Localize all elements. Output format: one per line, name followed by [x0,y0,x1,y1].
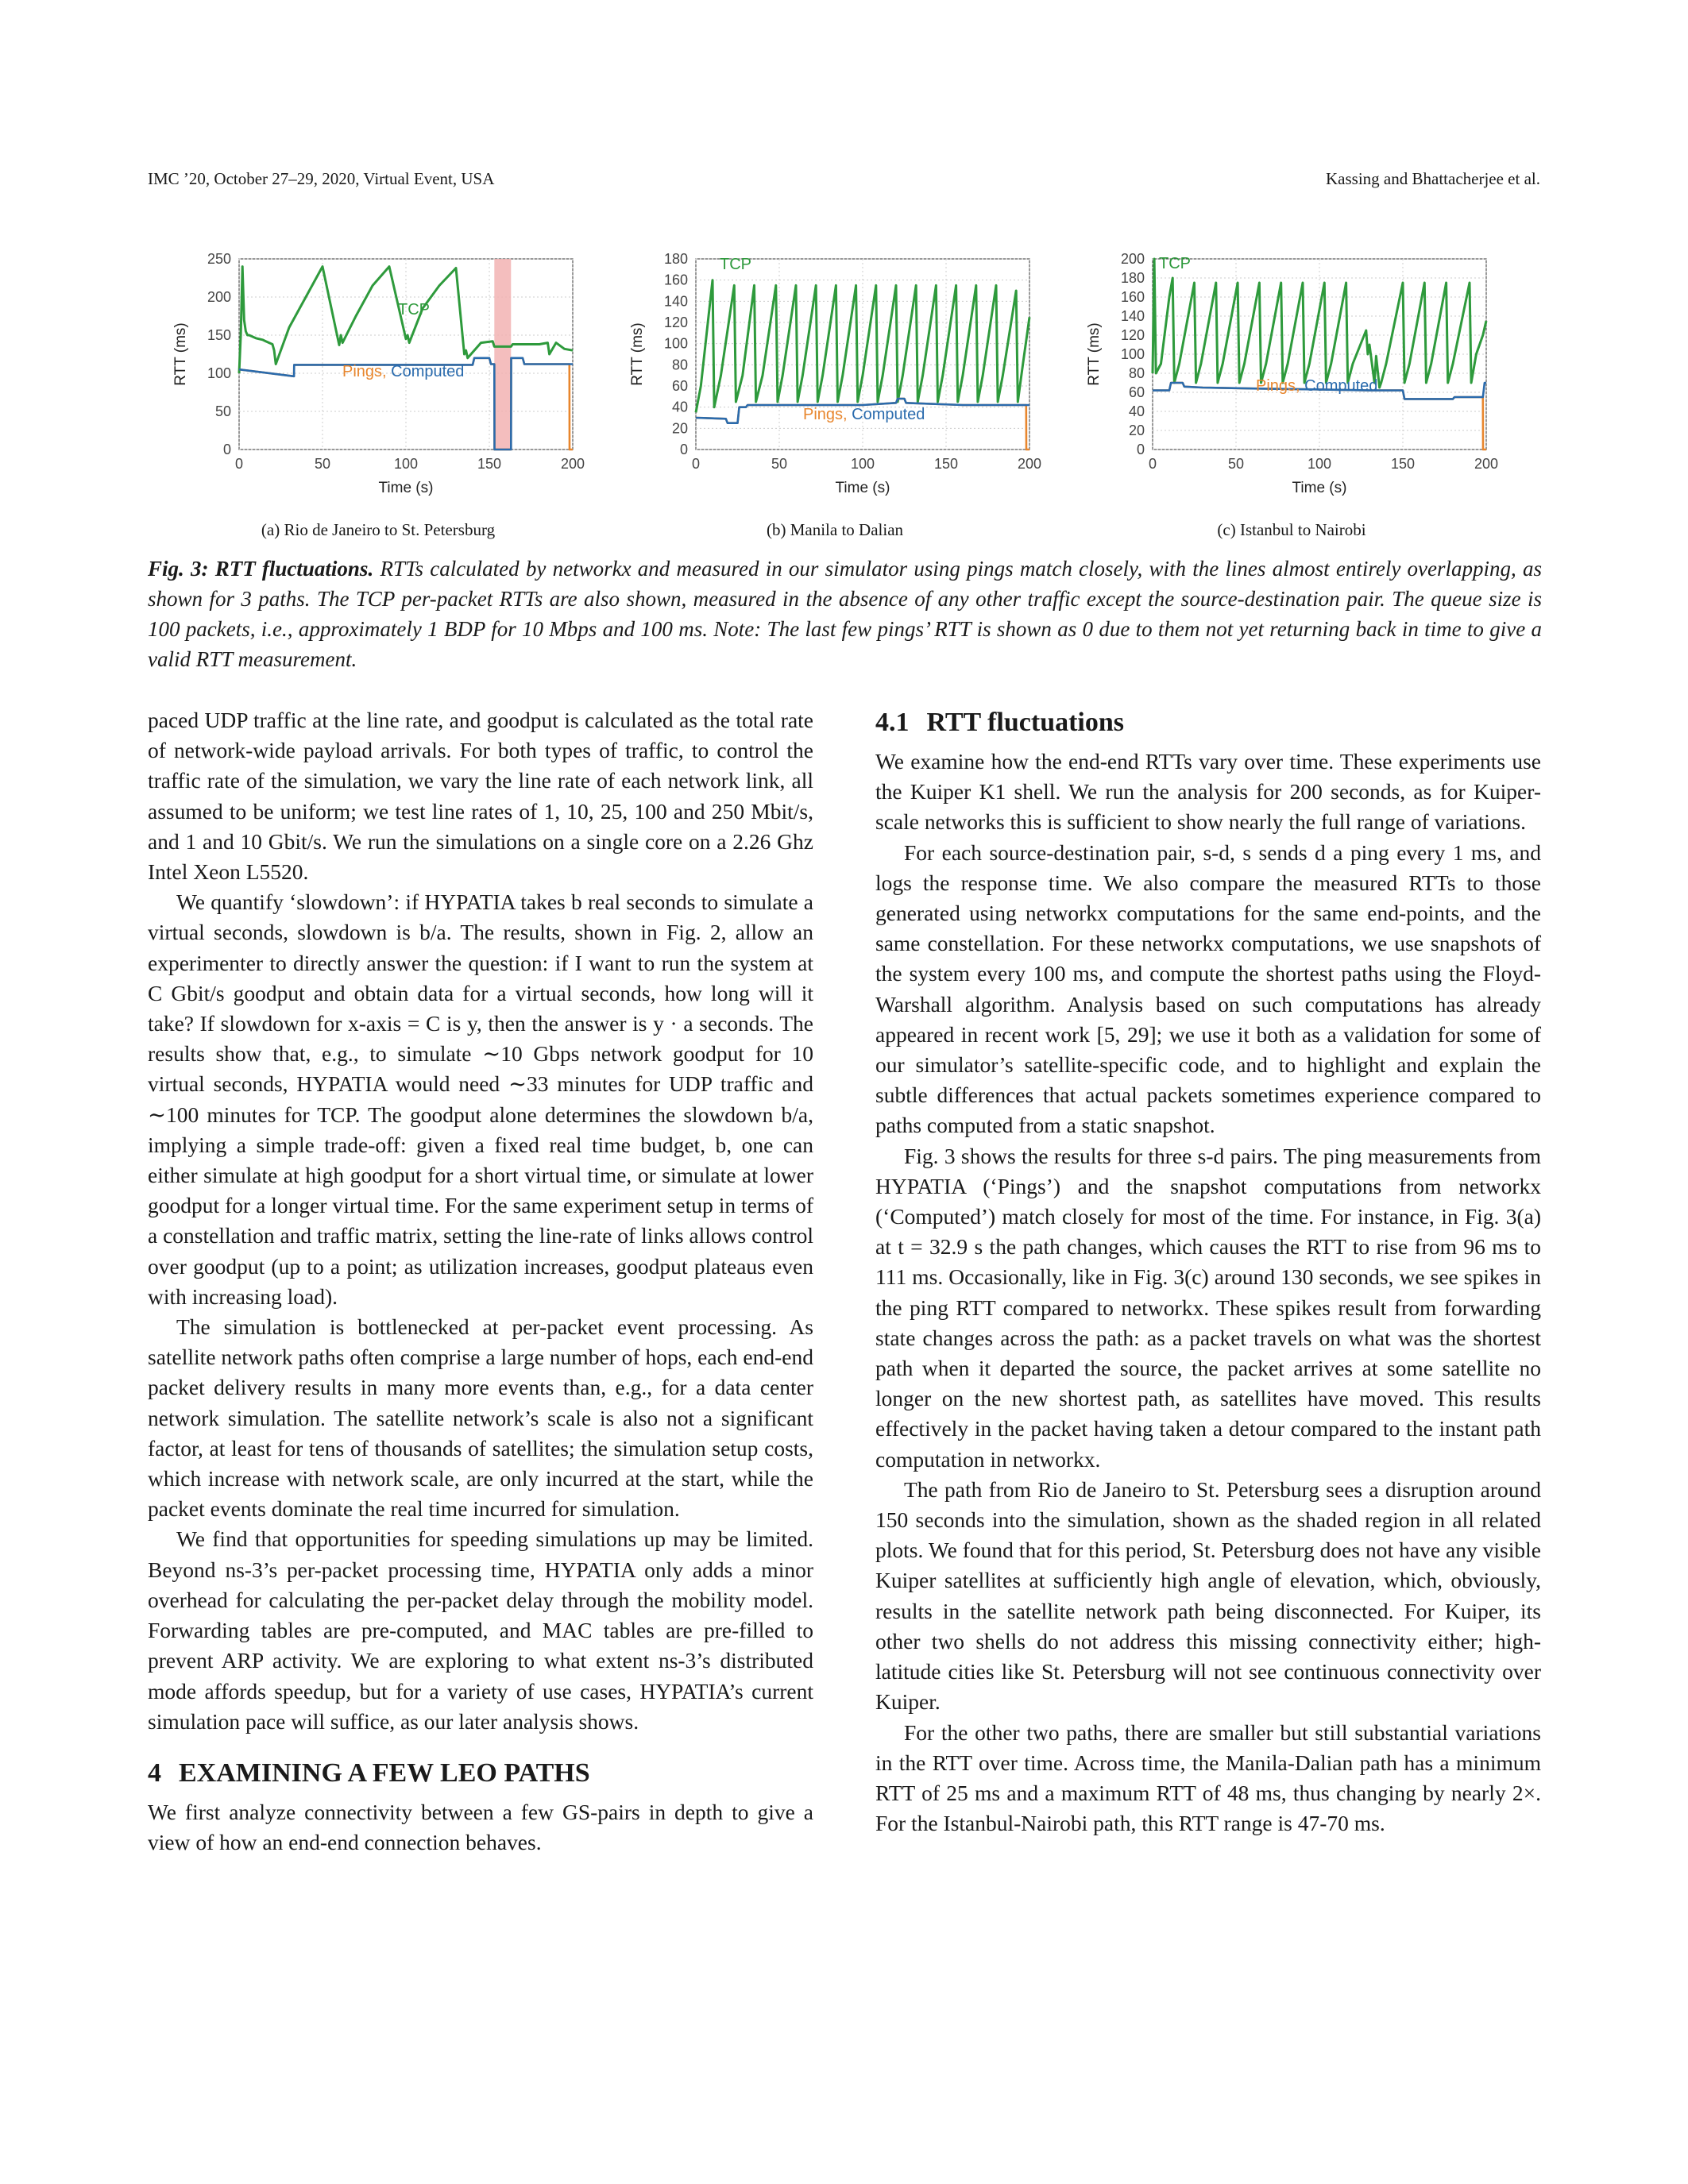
y-axis-title: RTT (ms) [629,322,646,386]
y-tick-label: 20 [671,420,688,437]
y-tick-label: 100 [207,365,231,381]
running-header-right: Kassing and Bhattacherjee et al. [1326,169,1540,188]
subcaption-b: (b) Manila to Dalian [766,520,904,539]
x-tick-label: 0 [1148,456,1157,472]
chart-b-svg [605,238,1049,508]
y-tick-label: 80 [671,357,688,373]
x-tick-label: 150 [477,456,502,472]
y-tick-label: 160 [663,272,688,288]
y-tick-label: 200 [207,289,231,305]
y-tick-label: 250 [207,251,231,267]
x-tick-label: 100 [850,456,875,472]
x-tick-label: 50 [1227,456,1245,472]
right-paragraph-2: For each source-destination pair, s-d, s sends d a ping every 1 ms, and logs the response time. We also compare the measured RTTs to those generated using networkx computations for the same end-points, and the same constellation. For these networkx computations, we use snapshots of the system every 100 ms, and compute the shortest paths using the Floyd-Warshall algorithm. Analysis based on such computations has already appeared in recent work [5, 29]; we use it both as a validation for some of our simulator’s satellite-specific code, and to highlight and explain the subtle differences that actual packets sometimes experience compared to paths computed from a static snapshot. [875,839,1541,1138]
right-paragraph-5: For the other two paths, there are smaller but still substantial variations in the RTT over time. Across time, the Manila-Dalian path has a minimum RTT of 25 ms and a maximum RTT of 48 ms, thus changing by nearly 2×. For the Istanbul-Nairobi path, this RTT range is 47-70 ms. [875,1719,1541,1836]
running-header-left: IMC ’20, October 27–29, 2020, Virtual Event, USA [148,169,495,188]
chart-c-svg [1061,238,1506,508]
y-tick-label: 120 [1120,327,1145,343]
x-tick-label: 150 [933,456,959,472]
tcp-label: TCP [398,301,430,318]
x-axis-title: Time (s) [378,480,434,496]
y-tick-label: 50 [214,403,231,419]
y-tick-label: 150 [207,327,231,343]
pings-label: Pings, [342,363,392,380]
y-tick-label: 0 [679,442,688,457]
left-paragraph-4: We find that opportunities for speeding simulations up may be limited. Beyond ns-3’s per-packet processing time, HYPATIA only adds a minor overhead for calculating the per-packet delay through the mobility model. Forwarding tables are pre-computed, and MAC tables are pre-filled to prevent ARP activity. We are exploring to what extent ns-3’s distributed mode affords speedup, but for a variety of use cases, HYPATIA’s current simulation pace will suffice, as our later analysis shows. [148,1526,813,1734]
y-axis-title: RTT (ms) [172,322,189,386]
y-tick-label: 180 [663,251,688,267]
disruption-shaded-region [494,259,511,450]
y-tick-label: 140 [663,293,688,310]
x-tick-label: 100 [1307,456,1332,472]
tcp-label: TCP [1159,255,1191,272]
y-tick-label: 120 [663,314,688,330]
figure-caption [148,554,1542,674]
x-tick-label: 200 [560,456,585,472]
left-paragraph-2: We quantify ‘slowdown’: if HYPATIA takes b real seconds to simulate a virtual seconds, slowdown is b/a. The results, shown in Fig. 2, allow an experimenter to directly answer the question: if I want to run the system at C Gbit/s goodput and obtain data for a virtual seconds, how long will it take? If slowdown for x-axis = C is y, then the answer is y · a seconds. The results show that, e.g., to simulate ∼10 Gbps network goodput for 10 virtual seconds, HYPATIA would need ∼33 minutes for UDP traffic and ∼100 minutes for TCP. The goodput alone determines the slowdown b/a, implying a simple trade-off: given a fixed real time budget, b, one can either simulate at high goodput for a short virtual time, or simulate at lower goodput for a longer virtual time. For the same experiment setup in terms of a constellation and traffic matrix, setting the line-rate of links allows control over goodput (up to a point; as utilization increases, goodput plateaus even with increasing load). [148,889,813,1309]
pings-label: Pings, [1256,377,1305,395]
caption-label: Fig. 3: RTT fluctuations. [148,557,374,581]
right-column [875,705,1541,1839]
y-tick-label: 60 [671,378,688,394]
x-tick-label: 0 [234,456,244,472]
x-tick-label: 100 [393,456,419,472]
y-tick-label: 0 [222,442,231,457]
section-4-1-title: RTT fluctuations [926,708,1125,737]
tcp-label: TCP [720,256,751,273]
caption-text: RTTs calculated by networkx and measured in our simulator using pings match closely, with the lines almost entirely overlapping, as shown for 3 paths. The TCP per-packet RTTs are also shown, measured in the absence of any other traffic except the source-destination pair. The queue size is 100 packets, i.e., approximately 1 BDP for 10 Mbps and 100 ms. Note: The last few pings’ RTT is shown as 0 due to them not yet returning back in time to give a valid RTT measurement. [148,557,1543,671]
y-tick-label: 180 [1120,270,1145,286]
section-4-1-heading [875,705,1541,740]
section-4-1-number: 4.1 [875,708,910,737]
y-tick-label: 80 [1128,365,1145,381]
chart-a-svg [148,238,593,508]
x-tick-label: 200 [1474,456,1499,472]
left-paragraph-5: We first analyze connectivity between a few GS-pairs in depth to give a view of how an end-end connection behaves. [148,1799,813,1855]
y-tick-label: 60 [1128,384,1145,400]
chart-b [605,238,1049,512]
y-tick-label: 160 [1120,289,1145,305]
chart-a [148,238,593,512]
y-tick-label: 100 [1120,346,1145,362]
y-tick-label: 140 [1120,308,1145,324]
y-tick-label: 100 [663,335,688,352]
x-tick-label: 50 [771,456,788,472]
right-paragraph-4: The path from Rio de Janeiro to St. Petersburg sees a disruption around 150 seconds into the simulation, shown as the shaded region in all related plots. We found that for this period, St. Petersburg does not have any visible Kuiper satellites at sufficiently high angle of elevation, which, obviously, results in the satellite network path being disconnected. For Kuiper, its other two shells do not address this missing connectivity either; high-latitude cities like St. Petersburg will not see continuous connectivity over Kuiper. [875,1476,1541,1715]
pings-computed-label [1256,377,1377,395]
pings-computed-label [803,406,925,423]
y-axis-title: RTT (ms) [1086,322,1103,386]
chart-c [1061,238,1506,512]
x-tick-label: 0 [691,456,701,472]
right-paragraph-3: Fig. 3 shows the results for three s-d pairs. The ping measurements from HYPATIA (‘Pings’) and the snapshot computations from networkx (‘Computed’) match closely for most of the time. For instance, in Fig. 3(a) at t = 32.9 s the path changes, which causes the RTT to rise from 96 ms to 111 ms. Occasionally, like in Fig. 3(c) around 130 seconds, we see spikes in the ping RTT compared to networkx. These spikes result from forwarding state changes across the path: as a packet travels on what was the shortest path when it departed the source, the packet arrives at some satellite no longer on the new shortest path, as satellites have moved. This results effectively in the packet having taken a detour compared to the instant path computation in networkx. [875,1143,1541,1472]
right-paragraph-1: We examine how the end-end RTTs vary over time. These experiments use the Kuiper K1 shell. We run the analysis for 200 seconds, as for Kuiper-scale networks this is sufficient to show nearly the full range of variations. [875,749,1541,835]
pings-label: Pings, [803,406,852,423]
computed-label: Computed [391,363,465,380]
x-axis-title: Time (s) [1292,480,1347,496]
pings-computed-label [342,363,464,380]
computed-label: Computed [1304,377,1378,395]
x-tick-label: 150 [1390,456,1416,472]
section-4-heading [148,1756,813,1791]
left-paragraph-1: paced UDP traffic at the line rate, and goodput is calculated as the total rate of network-wide payload arrivals. For both types of traffic, to control the traffic rate of the simulation, we vary the line rate of each network link, all assumed to be uniform; we test line rates of 1, 10, 25, 100 and 250 Mbit/s, and 1 and 10 Gbit/s. We run the simulations on a single core on a 2.26 Ghz Intel Xeon L5520. [148,708,813,885]
left-paragraph-3: The simulation is bottlenecked at per-packet event processing. As satellite network paths often comprise a large number of hops, each end-end packet delivery results in many more events than, e.g., for a data center network simulation. The satellite network’s scale is also not a significant factor, at least for tens of thousands of satellites; the simulation setup costs, which increase with network scale, are only incurred at the start, while the packet events dominate the real time incurred for simulation. [148,1314,813,1522]
y-tick-label: 200 [1120,251,1145,267]
y-tick-label: 0 [1136,442,1145,457]
subcaption-a: (a) Rio de Janeiro to St. Petersburg [261,520,496,539]
left-column [148,705,813,1858]
subcaption-c: (c) Istanbul to Nairobi [1217,520,1366,539]
y-tick-label: 40 [1128,403,1145,419]
x-axis-title: Time (s) [835,480,890,496]
y-tick-label: 40 [671,399,688,415]
x-tick-label: 200 [1017,456,1042,472]
figure-3 [148,238,1542,556]
y-tick-label: 20 [1128,423,1145,438]
x-tick-label: 50 [314,456,331,472]
section-4-title: EXAMINING A FEW LEO PATHS [179,1758,590,1788]
section-4-number: 4 [148,1758,161,1788]
computed-label: Computed [852,406,925,423]
